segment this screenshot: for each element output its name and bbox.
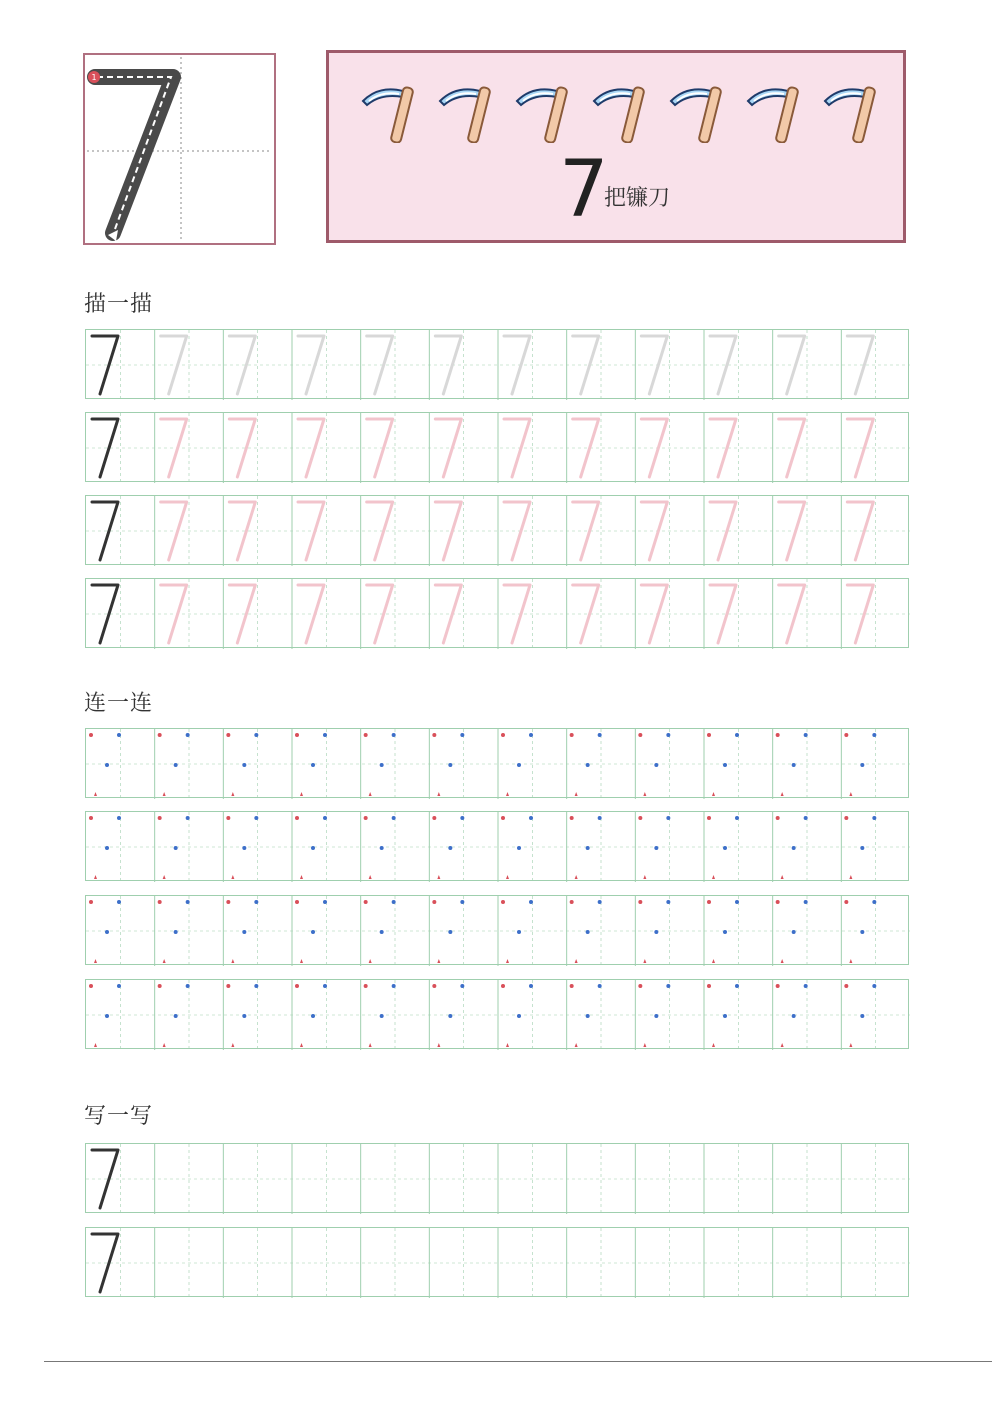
write-row[interactable] [85,1227,909,1297]
connect-dots [295,733,327,796]
connect-row[interactable] [85,895,909,965]
connect-dots [158,733,190,796]
connect-row[interactable] [85,728,909,798]
connect-dots [89,816,121,879]
sickle-icon [513,81,573,147]
connect-dots [432,984,464,1047]
connect-dots [570,816,602,879]
stroke-start-label: 1 [91,73,97,82]
scene-caption: 把镰刀 [604,186,671,211]
connect-dots [226,816,258,879]
connect-section-heading: 连一连 [84,691,154,716]
counting-scene-panel [326,50,906,243]
connect-dots [158,900,190,963]
connect-dots [638,900,670,963]
connect-dots [89,733,121,796]
connect-dots [226,984,258,1047]
connect-dots [295,816,327,879]
connect-dots [570,900,602,963]
connect-dots [364,816,396,879]
connect-dots [158,984,190,1047]
sickle-icon [821,81,881,147]
connect-dots [364,900,396,963]
connect-dots [364,733,396,796]
write-row[interactable] [85,1143,909,1213]
connect-dots [89,984,121,1047]
connect-dots [158,816,190,879]
connect-dots [844,900,876,963]
sickle-icon [590,81,650,147]
connect-dots [432,900,464,963]
connect-dots [295,900,327,963]
stroke-order-digit [85,55,274,243]
connect-row[interactable] [85,811,909,881]
sickle-icon [667,81,727,147]
write-section-heading: 写一写 [84,1104,154,1129]
connect-dots [707,984,739,1047]
sickle-icon [359,81,419,147]
connect-dots [844,984,876,1047]
connect-dots [432,733,464,796]
connect-dots [226,900,258,963]
trace-row[interactable] [85,412,909,482]
trace-row[interactable] [85,329,909,399]
footer-rule [44,1361,992,1362]
connect-dots [707,816,739,879]
stroke-order-demo [83,53,276,245]
connect-row[interactable] [85,979,909,1049]
connect-dots [570,984,602,1047]
connect-dots [638,984,670,1047]
trace-row[interactable] [85,578,909,648]
connect-dots [89,900,121,963]
connect-dots [776,900,808,963]
connect-dots [295,984,327,1047]
connect-dots [432,816,464,879]
connect-dots [570,733,602,796]
trace-row[interactable] [85,495,909,565]
connect-dots [707,900,739,963]
scene-digit: 7 [559,145,609,235]
connect-dots [638,733,670,796]
connect-dots [501,984,533,1047]
sickle-icon [744,81,804,147]
connect-dots [776,733,808,796]
trace-section-heading: 描一描 [84,292,154,317]
connect-dots [501,816,533,879]
connect-dots [776,984,808,1047]
connect-dots [707,733,739,796]
connect-dots [638,816,670,879]
connect-dots [364,984,396,1047]
connect-dots [226,733,258,796]
connect-dots [501,733,533,796]
connect-dots [501,900,533,963]
connect-dots [776,816,808,879]
sickle-icon [436,81,496,147]
connect-dots [844,816,876,879]
connect-dots [844,733,876,796]
